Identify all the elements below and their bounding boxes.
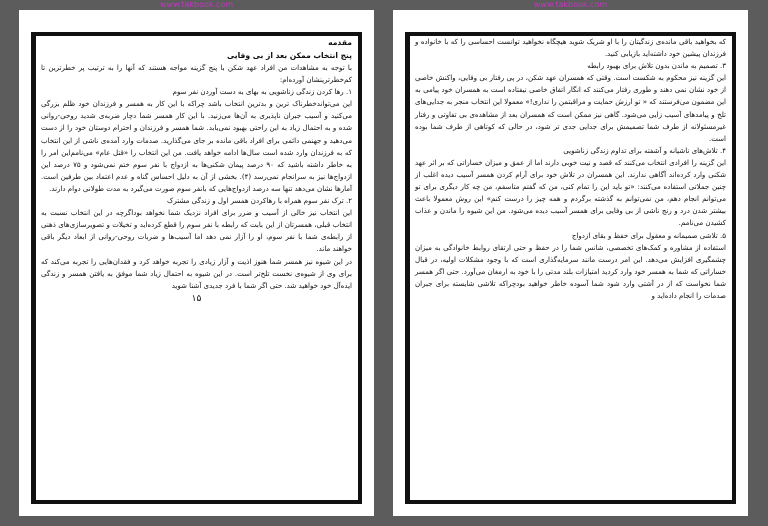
section-3-body: این گزینه نیز محکوم به شکست است. وقتی که همسران عهد شکن، در پی رفتار بی وفایی، واکنش خاصی از خود نشان نمی دهند و طوری رفتار می‌کنند که انگار اتفاق خاصی نیفتاده است به همسران خود پیامی به این مضمون می‌فرستند که « تو ارزش حمایت و مراقبتمن را نداری!» معمولا این انتخاب منجر به جدایی‌های تلخ و پیامدهای آسیب زایی می‌شود. گاهی نیز ممکن است که همسران بعد از مشاهده‌ی بی تفاوتی و رفتار غیرمسئولانه از طرف شما تصمیمش برای جدایی جدی تر شود، در حالی که کوتاهی از طرف شما بوده است. [415, 73, 726, 143]
section-2-body-continued: در این شیوه نیز همسر شما هنوز اذیت و آزار زیادی را تجربه خواهد کرد و فقدان‌هایی را تجربه می‌کند که برای وی از شیوه‌ی نخست تلخ‌تر است. در این شیوه به احتمال زیاد شما موفق به یافتن همسر و زندگی ایده‌آل خود خواهید شد. حتی اگر شما با فرد جدیدی آشنا شوید [41, 256, 352, 290]
section-2-body: این انتخاب نیز خالی از آسیب و ضرر برای افراد نزدیک شما نخواهد بود‌اگرچه در این انتخاب نسبت به انتخاب قبلی، همسرتان از این بابت که رابطه با نفر سوم را قطع کرده‌اید و تخیلات و تصویرسازی‌های ذهنی از رابطه‌ی شما با نفر سوم، او را آزار نمی دهد اما آسیب‌ها و ضربات روحی-روانی از ابعاد دیگر باقی خواهند ماند. [41, 208, 352, 254]
left-page-content [41, 36, 352, 498]
chapter-title: مقدمه [328, 38, 352, 47]
section-3-title: ۳. تصمیم به ماندن بدون تلاش برای بهبود رابطه [587, 61, 726, 71]
section-1-title: ۱. رها کردن زندگی زناشویی به بهای به دست آوردن نفر سوم [172, 87, 352, 97]
watermark: www.takbook.com [159, 0, 234, 9]
page-number: ۱۵ [191, 293, 202, 304]
section-4-title: ۴. تلاش‌های ناشیانه و آشفته برای تداوم زندگی زناشویی [563, 145, 726, 155]
section-1-body: این می‌تواند‌خطرناک ترین و بدترین انتخاب باشد چراکه با این کار به همسر و فرزندان خود ظلم بزرگی می‌کنید و آسیب جبران ناپذیری به آن‌ها می‌زنید. با این کار همسر شما دچار ضربه‌ی شدید روحی-روانی شده و به احتمال زیاد به این راحتی بهبود نمی‌یابد. شما همسر و فرزندان و احترام دوستان خود را از دست می‌دهید و جهنمی دائمی برای افراد باقی مانده بر جای می‌گذارید. صدمات وارد آمده‌ی ناشی از این انتخاب که به فرزندان وارد شده است سال‌ها ادامه خواهد یافت. من این انتخاب را «قتل عام» می‌نامم‌این امر را به خاطر داشته باشید که ۹۰ درصد پیمان شکنی‌ها به ازدواج با نفر سوم ختم نمی‌شود و ۷۵ درصد این ازدواج‌ها نیز به سرانجام نمی‌رسد (۴). بخشی از آن به دلیل احساس گناه و عدم اعتماد بین طرفین است. آمارها نشان می‌دهد تنها سه درصد ازدواج‌هایی که بانفر سوم صورت می‌گیرد به مدت طولانی دوام دارند. [41, 99, 352, 193]
section-2-title: ۲. ترک نفر سوم همراه با رهاکردن همسر اول و زندگی مشترک [167, 196, 352, 206]
right-page [393, 0, 748, 516]
section-5-body: استفاده از مشاوره و کمک‌های تخصصی، شانس شما را در حفظ و حتی ارتقای روابط خانوادگی به میزان چشمگیری افزایش می‌دهد. این امر درست مانند سرمایه‌گذاری است که با وجود مشکلات اولیه، در قبال خساراتی که شما به همسر خود وارد کردید امتیازات بلند مدتی را با خود به ارمغان می‌آورد. حتی اگر همسر شما نخواست که از در آشتی وارد شود شما آسوده خاطر خواهید بود‌چراکه تلاشی شایسته برای جبران صدمات را انجام داده‌اید و [415, 242, 726, 300]
section-4-body: این گزینه را افرادی انتخاب می‌کنند که قصد و نیت خوبی دارند اما از عمق و میزان خساراتی که بر اثر عهد شکنی وارد کرده‌اند آگاهی ندارند. این همسران در تلاش خود برای آرام کردن همسر آسیب دیده اغلب از چنین جملاتی استفاده می‌کنند: «تو باید این را تمام کنی، من که گفتم متاسفم، من چه کار دیگری برای تو می‌توانم انجام دهم، من نمی‌توانم به گذشته برگردم و همه چیز را درست کنم» این روش معمولا باعث بیشتر شدن درد و رنج ناشی از بی وفایی برای همسر آسیب دیده می‌شود. من این شیوه را ماندن و عذاب کشیدن می‌نامم. [415, 157, 726, 228]
right-page-content [415, 36, 726, 498]
left-page [19, 0, 374, 516]
chapter-subtitle: پنج انتخاب ممکن بعد از بی وفایی [227, 51, 352, 60]
intro-paragraph: با توجه به مشاهدات من افراد عهد شکن با پنج گزینه مواجه هستند که آنها را به ترتیب پر خطرترین تا کم‌خطرترینشان آورده‌ام: [41, 63, 352, 85]
watermark: www.takbook.com [533, 0, 608, 9]
opening-paragraph: که بخواهید باقی مانده‌ی زندگیتان را با او شریک شوید هیچگاه نخواهید توانست احساسی را که با خانواده و فرزندان پیشین خود داشته‌اید بازیابی کنید. [415, 37, 726, 59]
section-5-title: ۵. تلاشی صمیمانه و معقول برای حفظ و بقای ازدواج [571, 230, 726, 240]
